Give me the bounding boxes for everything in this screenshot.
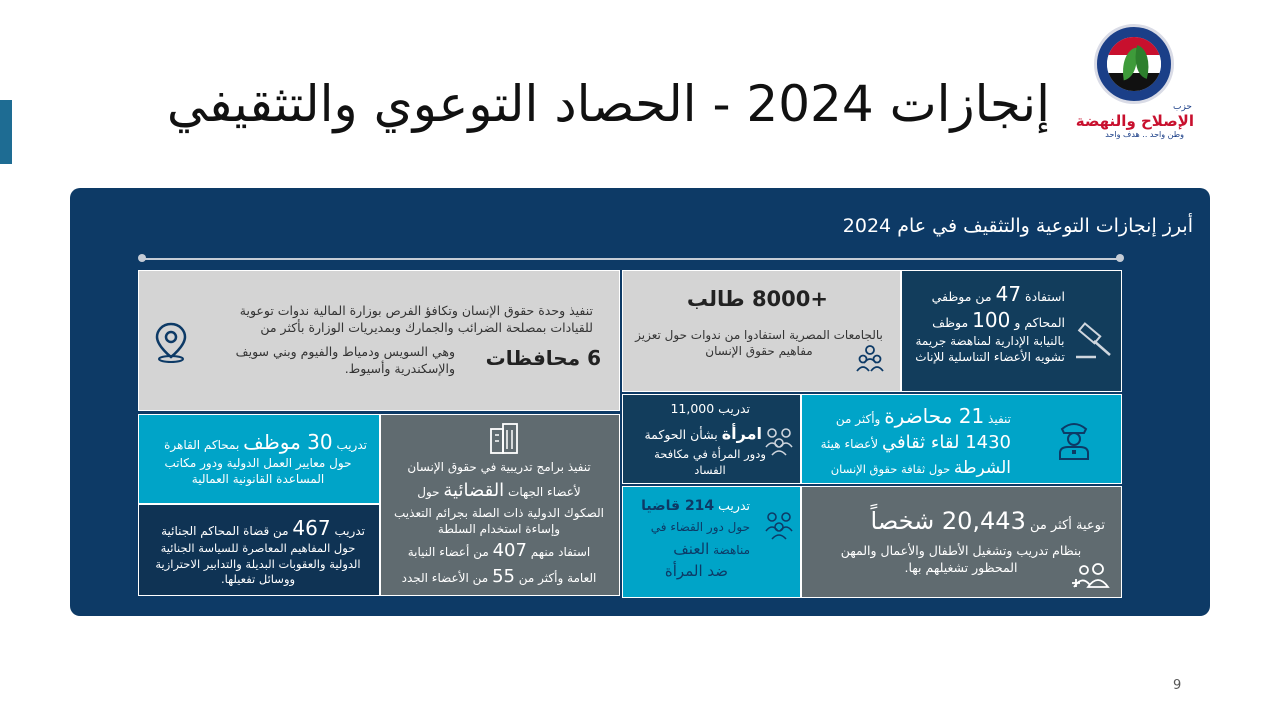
cairo-line2: حول معايير العمل الدولية ودور مكاتب المساعدة القانونية العمالية <box>164 456 352 487</box>
judicial-line2: لأعضاء الجهات القضائية حول <box>417 480 581 501</box>
governorates-detail: وهي السويس ودمياط والفيوم وبني سويف والإسكندرية وأسيوط. <box>235 344 455 376</box>
party-logo <box>1076 24 1196 142</box>
women-line1: تدريب 11,000 <box>670 401 750 416</box>
childlabor-line2: بنظام تدريب وتشغيل الأطفال والأعمال والمهن المحظور تشغيلهم بها. <box>840 543 1082 575</box>
card-cairo-courts <box>138 414 380 504</box>
governorates-text: تنفيذ وحدة حقوق الإنسان وتكافؤ الفرص بوزارة المالية ندوات توعوية للقيادات بمصلحة الضرائب والجمارك وبمديريات الوزارة بأكثر من <box>239 303 593 335</box>
women-line2: امرأة بشأن الحوكمة <box>644 424 762 443</box>
childlabor-line1: توعية أكثر من 20,443 شخصاً <box>870 507 1105 535</box>
judicial-line5: العامة وأكثر من 55 من الأعضاء الجدد <box>401 566 597 587</box>
card-court-employees <box>901 270 1122 392</box>
judges214-line2: حول دور القضاء في <box>650 520 750 534</box>
students-headline: +8000 طالب <box>686 287 828 311</box>
police-officer-icon <box>1054 417 1094 461</box>
logo-emblem <box>1094 24 1174 104</box>
group-icon <box>855 343 885 373</box>
employees-line3: بالنيابة الإدارية لمناهضة جريمة تشويه الأعضاء التناسلية للإناث <box>915 334 1065 365</box>
card-women-governance <box>622 394 801 484</box>
police-line1: تنفيذ 21 محاضرة وأكثر من <box>835 404 1011 428</box>
criminal-line2: حول المفاهيم المعاصرة للسياسة الجنائية الدولية والعقوبات البديلة والتدابير الاحترازية ووسائل تفعيلها. <box>155 541 361 587</box>
logo-party-word: حزب <box>1172 102 1192 112</box>
judges214-line3: مناهضة العنف <box>673 540 750 558</box>
judicial-line3: الصكوك الدولية ذات الصلة بجرائم التعذيب وإساءة استخدام السلطة <box>394 506 604 537</box>
divider-dot-right <box>1116 254 1124 262</box>
left-accent-bar <box>0 100 12 164</box>
criminal-line1: تدريب 467 من قضاة المحاكم الجنائية <box>161 516 365 540</box>
police-line2: 1430 لقاء ثقافي لأعضاء هيئة <box>820 432 1011 453</box>
judicial-line4: استفاد منهم 407 من أعضاء النيابة <box>407 540 591 561</box>
building-icon <box>487 421 521 455</box>
page-number: 9 <box>1173 678 1182 693</box>
judges214-line1: تدريب 214 قاضيا <box>641 498 750 514</box>
divider-line <box>142 258 1120 260</box>
slide-title: إنجازات 2024 - الحصاد التوعوي والتثقيفي <box>166 75 1050 133</box>
logo-party-name: الإصلاح والنهضة <box>1075 112 1194 130</box>
students-text: بالجامعات المصرية استفادوا من ندوات حول تعزيز مفاهيم حقوق الإنسان <box>635 328 883 359</box>
card-students <box>622 270 901 392</box>
judges214-line4: ضد المرأة <box>664 562 728 580</box>
card-judges-violence <box>622 486 801 598</box>
card-police <box>801 394 1122 484</box>
panel-subtitle: أبرز إنجازات التوعية والتثقيف في عام 2024 <box>842 215 1193 237</box>
people-group-icon <box>763 509 795 541</box>
governorates-highlight: 6 محافظات <box>485 346 601 370</box>
judicial-line1: تنفيذ برامج تدريبية في حقوق الإنسان <box>407 460 591 474</box>
logo-slogan: وطن واحد .. هدف واحد <box>1105 130 1184 139</box>
employees-line2: المحاكم و 100 موظف <box>932 308 1065 332</box>
card-child-labor <box>801 486 1122 598</box>
women-group-icon <box>763 425 795 457</box>
card-judicial-training <box>380 414 620 596</box>
gavel-icon <box>1072 319 1116 363</box>
map-pin-icon <box>153 321 189 363</box>
people-add-icon <box>1070 561 1110 589</box>
employees-line1: استفادة 47 من موظفي <box>931 282 1065 306</box>
card-criminal-judges <box>138 504 380 596</box>
police-line3: الشرطة حول ثقافة حقوق الإنسان <box>830 458 1011 478</box>
cairo-line1: تدريب 30 موظف بمحاكم القاهرة <box>164 430 367 454</box>
women-line3: ودور المرأة في مكافحة الفساد <box>654 447 766 477</box>
divider-dot-left <box>138 254 146 262</box>
card-governorates <box>138 270 620 411</box>
